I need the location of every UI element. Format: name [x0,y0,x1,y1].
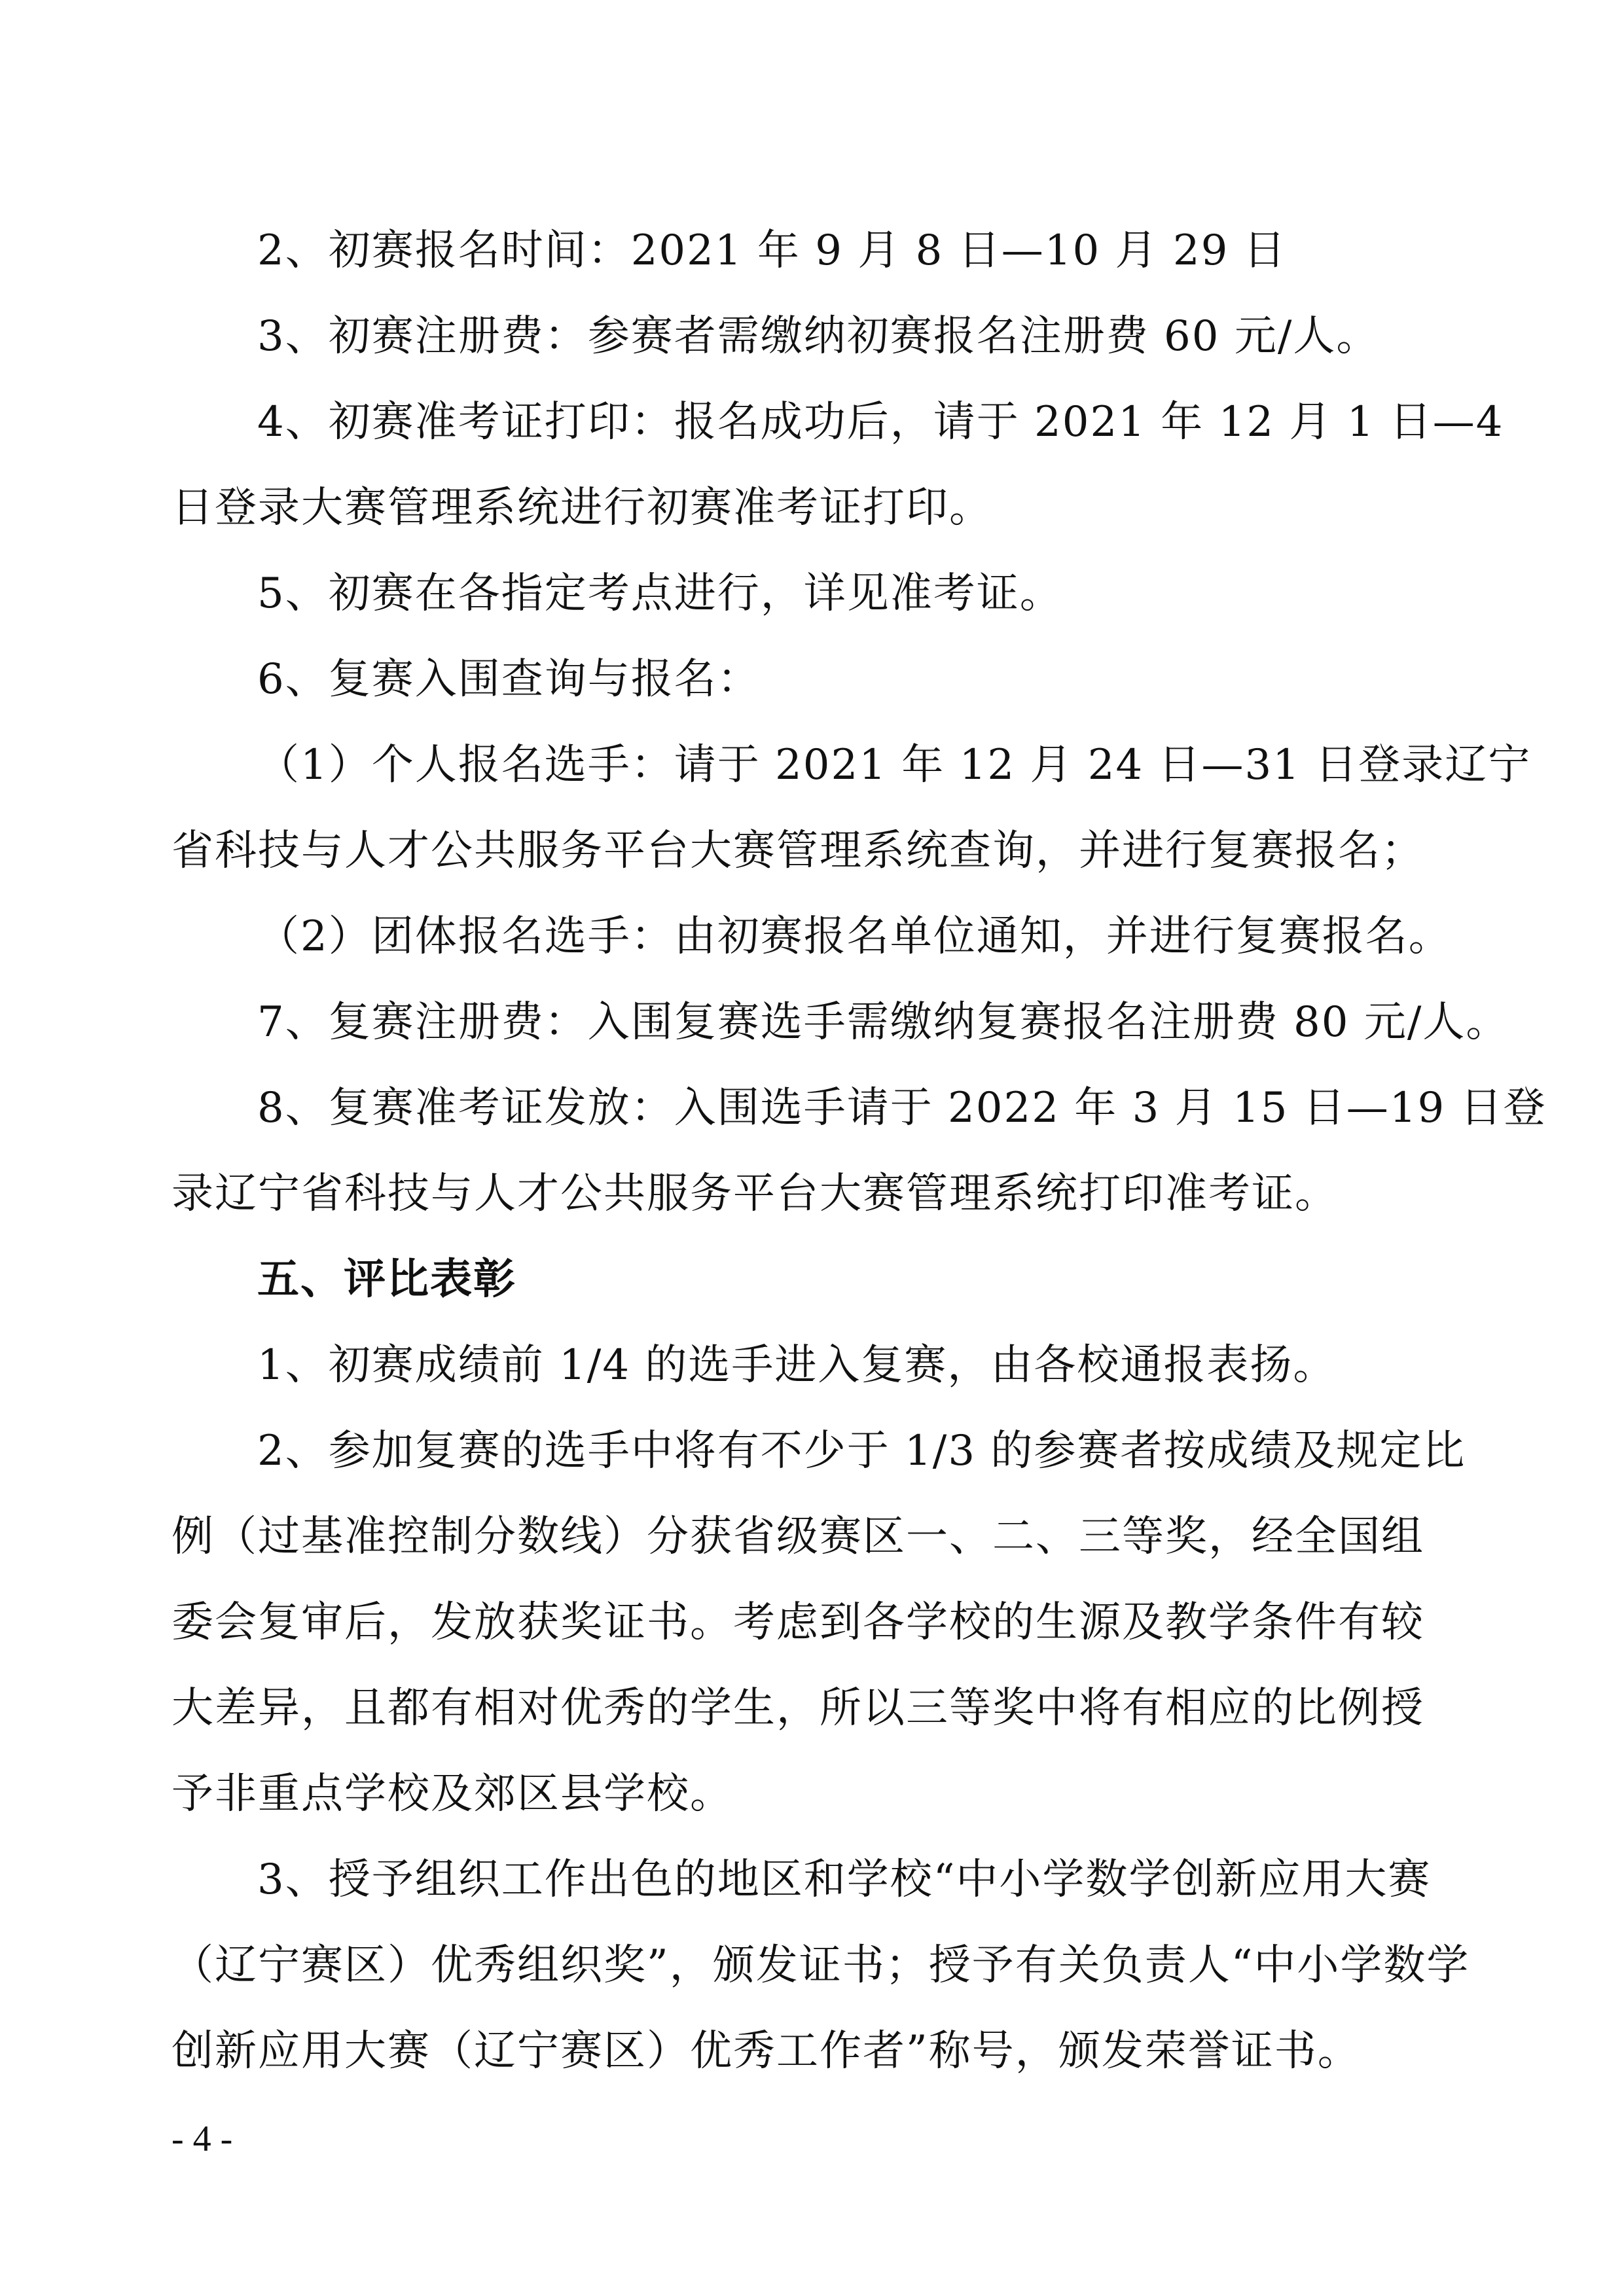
text-line-group-entrants: （2）团体报名选手：由初赛报名单位通知，并进行复赛报名。 [257,912,1452,961]
text-line-admission-print: 4、初赛准考证打印：报名成功后，请于 2021 年 12 月 1 日—4 [257,398,1504,446]
text-line-award-2: 2、参加复赛的选手中将有不少于 1/3 的参赛者按成绩及规定比 [257,1427,1466,1475]
text-line-award-2-cont-3: 大差异，且都有相对优秀的学生，所以三等奖中将有相应的比例授 [171,1684,1424,1732]
section-heading-awards: 五、评比表彰 [257,1255,516,1304]
text-line-award-3-cont-2: 创新应用大赛（辽宁赛区）优秀工作者”称号，颁发荣誉证书。 [171,2027,1361,2075]
text-line-exam-venue: 5、初赛在各指定考点进行，详见准考证。 [257,569,1063,618]
text-line-individual-entrants: （1）个人报名选手：请于 2021 年 12 月 24 日—31 日登录辽宁 [257,741,1532,789]
text-line-award-3-cont-1: （辽宁赛区）优秀组织奖”，颁发证书；授予有关负责人“中小学数学 [171,1941,1470,1990]
text-line-award-3: 3、授予组织工作出色的地区和学校“中小学数学创新应用大赛 [257,1856,1432,1904]
text-line-semifinal-admission-cont: 录辽宁省科技与人才公共服务平台大赛管理系统打印准考证。 [171,1170,1338,1218]
text-line-individual-entrants-cont: 省科技与人才公共服务平台大赛管理系统查询，并进行复赛报名； [171,827,1424,875]
text-line-award-2-cont-2: 委会复审后，发放获奖证书。考虑到各学校的生源及教学条件有较 [171,1598,1424,1647]
text-line-admission-print-cont: 日登录大赛管理系统进行初赛准考证打印。 [171,484,992,532]
page-number: - 4 - [171,2119,233,2159]
text-line-registration-time: 2、初赛报名时间：2021 年 9 月 8 日—10 月 29 日 [257,226,1287,275]
text-line-semifinal-admission: 8、复赛准考证发放：入围选手请于 2022 年 3 月 15 日—19 日登 [257,1084,1547,1132]
text-line-semifinal-fee: 7、复赛注册费：入围复赛选手需缴纳复赛报名注册费 80 元/人。 [257,998,1509,1047]
text-line-award-1: 1、初赛成绩前 1/4 的选手进入复赛，由各校通报表扬。 [257,1341,1337,1390]
text-line-semifinal-query: 6、复赛入围查询与报名： [257,655,761,704]
text-line-award-2-cont-1: 例（过基准控制分数线）分获省级赛区一、二、三等奖，经全国组 [171,1513,1424,1561]
text-line-registration-fee: 3、初赛注册费：参赛者需缴纳初赛报名注册费 60 元/人。 [257,312,1380,361]
text-line-award-2-cont-4: 予非重点学校及郊区县学校。 [171,1770,733,1818]
